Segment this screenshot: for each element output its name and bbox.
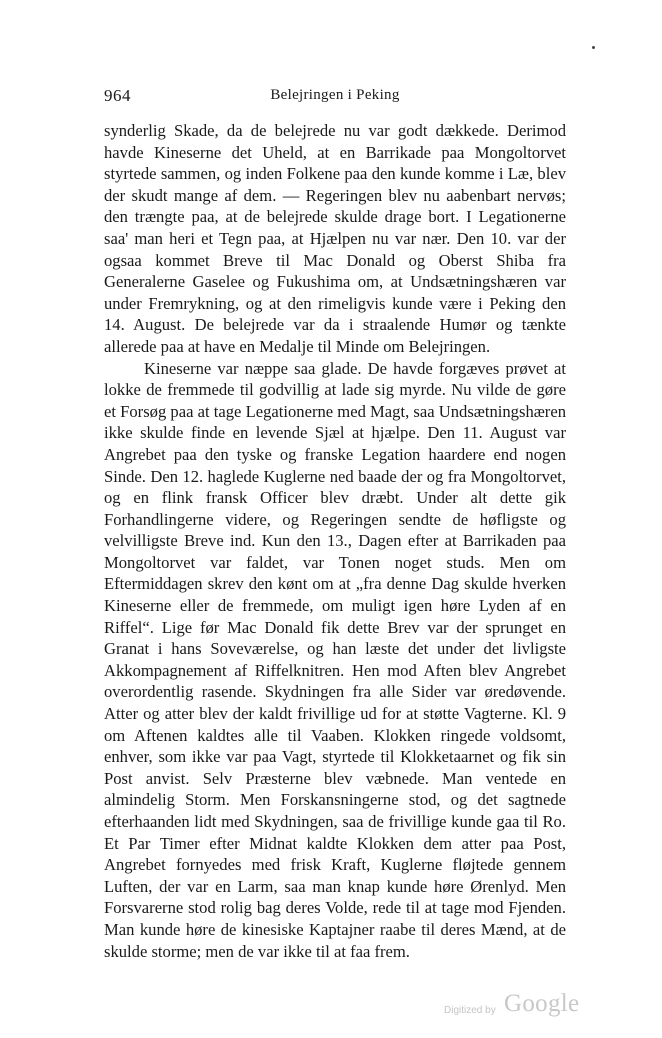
paragraph-kineserne: Kineserne var næppe saa glade. De havde forgæves prøvet at lokke de fremmede til godvillig at lade sig myrde. Nu vilde de gøre et Forsøg paa at tage Legationerne med Magt, saa Undsætningshæren ikke skulde finde en levende Sjæl at hjælpe. Den 11. August var Angrebet paa den tyske og franske Legation haardere end nogen Sinde. Den 12. haglede Kuglerne ned baade der og fra Mongoltorvet, og en flink fransk Officer blev dræbt. Under alt dette gik Forhandlingerne videre, og Regeringen sendte de høfligste og velvilligste Breve ind. Kun den 13., Dagen efter at Barrikaden paa Mongoltorvet var faldet, var Tonen noget studs. Men om Eftermiddagen skrev den kønt om at „fra denne Dag skulde hverken Kineserne eller de fremmede, om muligt igen høre Lyden af en Riffel“. Lige før Mac Donald fik dette Brev var der sprunget en Granat i hans Soveværelse, og han læste det under det livligste Akkompagnement af Riffelknitren. Hen mod Aften blev Angrebet overordentlig rasende. Skydningen fra alle Sider var øredøvende. Atter og atter blev der kaldt frivillige ud for at støtte Vagterne. Kl. 9 om Aftenen kaldtes alle til Vaaben. Klokken ringede voldsomt, enhver, som ikke var paa Vagt, styrtede til Klokketaarnet og fik sin Post anvist. Selv Præsterne blev væbnede. Man ventede en almindelig Storm. Men Forskansningerne stod, og det sagtnede efterhaanden lidt med Skydningen, saa de frivillige kunde gaa til Ro. Et Par Timer efter Midnat kaldte Klokken dem atter paa Post, Angrebet fornyedes med frisk Kraft, Kuglerne fløjtede gennem Luften, der var en Larm, saa man knap kunde høre Ørenlyd. Men Forsvarerne stod rolig bag deres Volde, rede til at tage mod Fjenden. Man kunde høre de kinesiske Kaptajner raabe til deres Mænd, at de skulde storme; men de var ikke til at faa frem.: [104, 358, 566, 961]
page-header: [104, 86, 566, 112]
running-title: Belejringen i Peking: [270, 87, 400, 103]
google-logo: Google: [504, 990, 580, 1017]
page-number: 964: [104, 86, 131, 105]
scan-speck: [592, 46, 595, 49]
watermark-prefix: Digitized by: [444, 1005, 496, 1016]
body-text: [104, 120, 566, 962]
google-watermark: [436, 986, 596, 1022]
paragraph-continuation: synderlig Skade, da de belejrede nu var godt dækkede. Derimod havde Kineserne det Uheld, at en Barrikade paa Mongoltorvet styrtede sammen, og inden Folkene paa den kunde komme i Læ, blev der skudt mange af dem. — Regeringen blev nu aabenbart nervøs; den trængte paa, at de belejrede skulde drage bort. I Legationerne saa' man heri et Tegn paa, at Hjælpen nu var nær. Den 10. var der ogsaa kommet Breve til Mac Donald og Oberst Shiba fra Generalerne Gaselee og Fukushima om, at Undsætningshæren var under Fremrykning, og at den rimeligvis kunde være i Peking den 14. August. De belejrede var da i straalende Humør og tænkte allerede paa at have en Medalje til Minde om Belejringen.: [104, 121, 566, 356]
